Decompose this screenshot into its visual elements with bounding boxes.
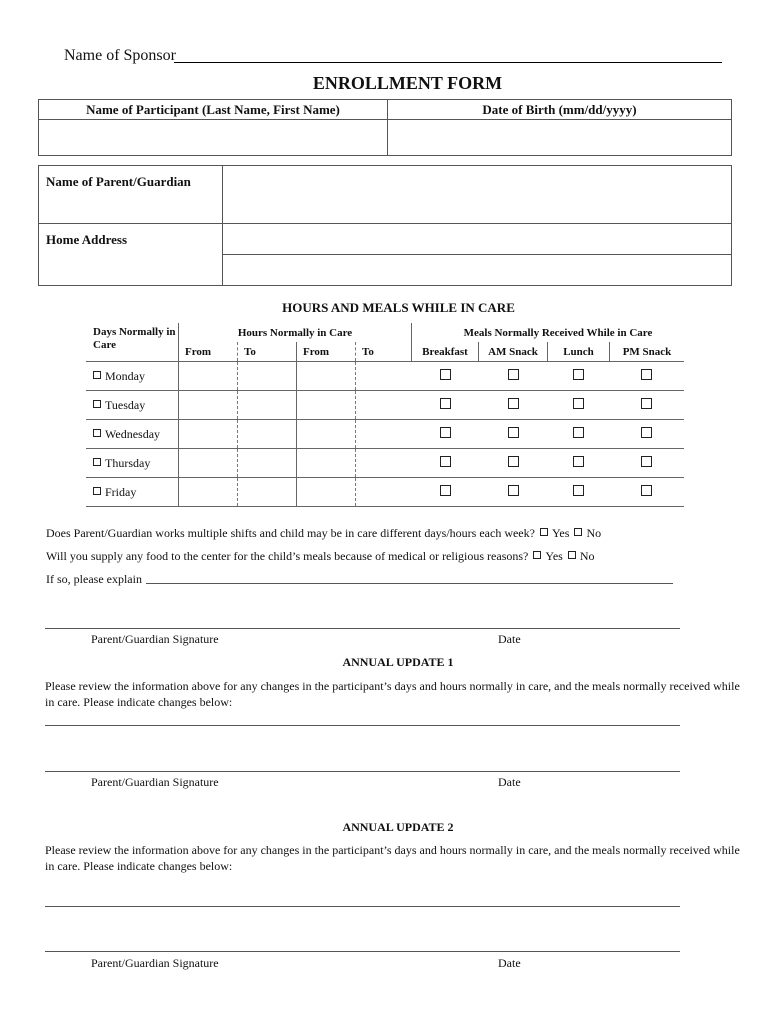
breakfast-checkbox[interactable] bbox=[440, 369, 451, 380]
col-am-snack: AM Snack bbox=[479, 342, 548, 362]
day-label: Friday bbox=[105, 484, 137, 499]
hours-meals-table bbox=[86, 323, 684, 507]
hours-cell[interactable] bbox=[238, 420, 297, 449]
meals-header: Meals Normally Received While in Care bbox=[412, 323, 685, 342]
day-label: Tuesday bbox=[105, 397, 146, 412]
participant-name-label: Name of Participant (Last Name, First Name) bbox=[39, 100, 388, 120]
breakfast-checkbox[interactable] bbox=[440, 485, 451, 496]
hours-cell[interactable] bbox=[297, 478, 356, 507]
pm-snack-checkbox[interactable] bbox=[641, 427, 652, 438]
date-label: Date bbox=[498, 775, 521, 789]
signature-line[interactable] bbox=[45, 951, 680, 952]
col-from-2: From bbox=[297, 342, 356, 362]
question-supply-food bbox=[46, 549, 595, 564]
changes-line[interactable] bbox=[45, 725, 680, 726]
friday-checkbox[interactable] bbox=[93, 487, 101, 495]
breakfast-checkbox[interactable] bbox=[440, 456, 451, 467]
hours-cell[interactable] bbox=[179, 391, 238, 420]
lunch-checkbox[interactable] bbox=[573, 427, 584, 438]
signature-line[interactable] bbox=[45, 628, 680, 629]
hours-cell[interactable] bbox=[179, 449, 238, 478]
guardian-name-label: Name of Parent/Guardian bbox=[39, 166, 223, 224]
lunch-checkbox[interactable] bbox=[573, 369, 584, 380]
no-checkbox[interactable] bbox=[574, 528, 582, 536]
am-snack-checkbox[interactable] bbox=[508, 427, 519, 438]
home-address-field-2[interactable] bbox=[223, 255, 732, 286]
lunch-checkbox[interactable] bbox=[573, 485, 584, 496]
participant-table bbox=[38, 99, 732, 156]
signature-label: Parent/Guardian Signature bbox=[91, 775, 219, 789]
col-from-1: From bbox=[179, 342, 238, 362]
home-address-label: Home Address bbox=[39, 224, 223, 286]
pm-snack-checkbox[interactable] bbox=[641, 369, 652, 380]
question-multiple-shifts bbox=[46, 526, 601, 541]
day-row-tuesday bbox=[86, 391, 684, 420]
form-title: ENROLLMENT FORM bbox=[312, 73, 503, 93]
participant-name-field[interactable] bbox=[39, 120, 388, 156]
col-lunch: Lunch bbox=[548, 342, 610, 362]
col-to-2: To bbox=[356, 342, 412, 362]
sponsor-label: Name of Sponsor bbox=[64, 47, 176, 64]
col-to-1: To bbox=[238, 342, 297, 362]
hours-cell[interactable] bbox=[179, 420, 238, 449]
breakfast-checkbox[interactable] bbox=[440, 427, 451, 438]
hours-cell[interactable] bbox=[238, 449, 297, 478]
sponsor-input-line[interactable] bbox=[174, 62, 722, 63]
explain-label: If so, please explain bbox=[46, 572, 142, 586]
signature-label: Parent/Guardian Signature bbox=[91, 632, 219, 646]
annual-update-1-text: Please review the information above for any changes in the participant’s days and hours normally in care, and the meals normally received while in care. Please indicate changes below: bbox=[45, 679, 740, 709]
hours-cell[interactable] bbox=[297, 362, 356, 391]
lunch-checkbox[interactable] bbox=[573, 398, 584, 409]
day-row-thursday bbox=[86, 449, 684, 478]
tuesday-checkbox[interactable] bbox=[93, 400, 101, 408]
hours-cell[interactable] bbox=[297, 391, 356, 420]
pm-snack-checkbox[interactable] bbox=[641, 485, 652, 496]
hours-cell[interactable] bbox=[356, 362, 412, 391]
hours-meals-title: HOURS AND MEALS WHILE IN CARE bbox=[282, 300, 515, 315]
day-row-wednesday bbox=[86, 420, 684, 449]
monday-checkbox[interactable] bbox=[93, 371, 101, 379]
day-label: Thursday bbox=[105, 455, 151, 470]
hours-cell[interactable] bbox=[356, 449, 412, 478]
home-address-field-1[interactable] bbox=[223, 224, 732, 255]
hours-cell[interactable] bbox=[238, 478, 297, 507]
dob-field[interactable] bbox=[388, 120, 732, 156]
day-row-friday bbox=[86, 478, 684, 507]
guardian-name-field[interactable] bbox=[223, 166, 732, 224]
no-label: No bbox=[579, 549, 595, 563]
pm-snack-checkbox[interactable] bbox=[641, 456, 652, 467]
question-text: Will you supply any food to the center for the child’s meals because of medical or religious reasons? bbox=[46, 549, 529, 563]
no-label: No bbox=[586, 526, 602, 540]
thursday-checkbox[interactable] bbox=[93, 458, 101, 466]
hours-cell[interactable] bbox=[356, 391, 412, 420]
am-snack-checkbox[interactable] bbox=[508, 369, 519, 380]
signature-line[interactable] bbox=[45, 771, 680, 772]
day-label: Monday bbox=[105, 368, 145, 383]
hours-header: Hours Normally in Care bbox=[179, 323, 412, 342]
am-snack-checkbox[interactable] bbox=[508, 485, 519, 496]
day-row-monday bbox=[86, 362, 684, 391]
dob-label: Date of Birth (mm/dd/yyyy) bbox=[388, 100, 732, 120]
changes-line[interactable] bbox=[45, 906, 680, 907]
explain-input-line[interactable] bbox=[146, 583, 673, 584]
col-pm-snack: PM Snack bbox=[610, 342, 685, 362]
question-text: Does Parent/Guardian works multiple shifts and child may be in care different days/hours each week? bbox=[46, 526, 535, 540]
col-breakfast: Breakfast bbox=[412, 342, 479, 362]
am-snack-checkbox[interactable] bbox=[508, 456, 519, 467]
date-label: Date bbox=[498, 632, 521, 646]
hours-cell[interactable] bbox=[356, 478, 412, 507]
breakfast-checkbox[interactable] bbox=[440, 398, 451, 409]
hours-cell[interactable] bbox=[297, 420, 356, 449]
guardian-table bbox=[38, 165, 732, 286]
wednesday-checkbox[interactable] bbox=[93, 429, 101, 437]
annual-update-1-title: ANNUAL UPDATE 1 bbox=[342, 655, 454, 669]
hours-cell[interactable] bbox=[238, 362, 297, 391]
signature-label: Parent/Guardian Signature bbox=[91, 956, 219, 970]
no-checkbox[interactable] bbox=[568, 551, 576, 559]
yes-checkbox[interactable] bbox=[533, 551, 541, 559]
annual-update-2-text: Please review the information above for any changes in the participant’s days and hours normally in care, and the meals normally received while in care. Please indicate changes below: bbox=[45, 843, 740, 873]
hours-cell[interactable] bbox=[238, 391, 297, 420]
yes-label: Yes bbox=[545, 549, 563, 563]
days-header: Days Normally in Care bbox=[86, 323, 179, 362]
am-snack-checkbox[interactable] bbox=[508, 398, 519, 409]
pm-snack-checkbox[interactable] bbox=[641, 398, 652, 409]
day-label: Wednesday bbox=[105, 426, 161, 441]
date-label: Date bbox=[498, 956, 521, 970]
hours-cell[interactable] bbox=[179, 478, 238, 507]
hours-cell[interactable] bbox=[356, 420, 412, 449]
annual-update-2-title: ANNUAL UPDATE 2 bbox=[342, 820, 454, 834]
hours-cell[interactable] bbox=[179, 362, 238, 391]
yes-label: Yes bbox=[551, 526, 570, 540]
lunch-checkbox[interactable] bbox=[573, 456, 584, 467]
hours-cell[interactable] bbox=[297, 449, 356, 478]
yes-checkbox[interactable] bbox=[540, 528, 548, 536]
